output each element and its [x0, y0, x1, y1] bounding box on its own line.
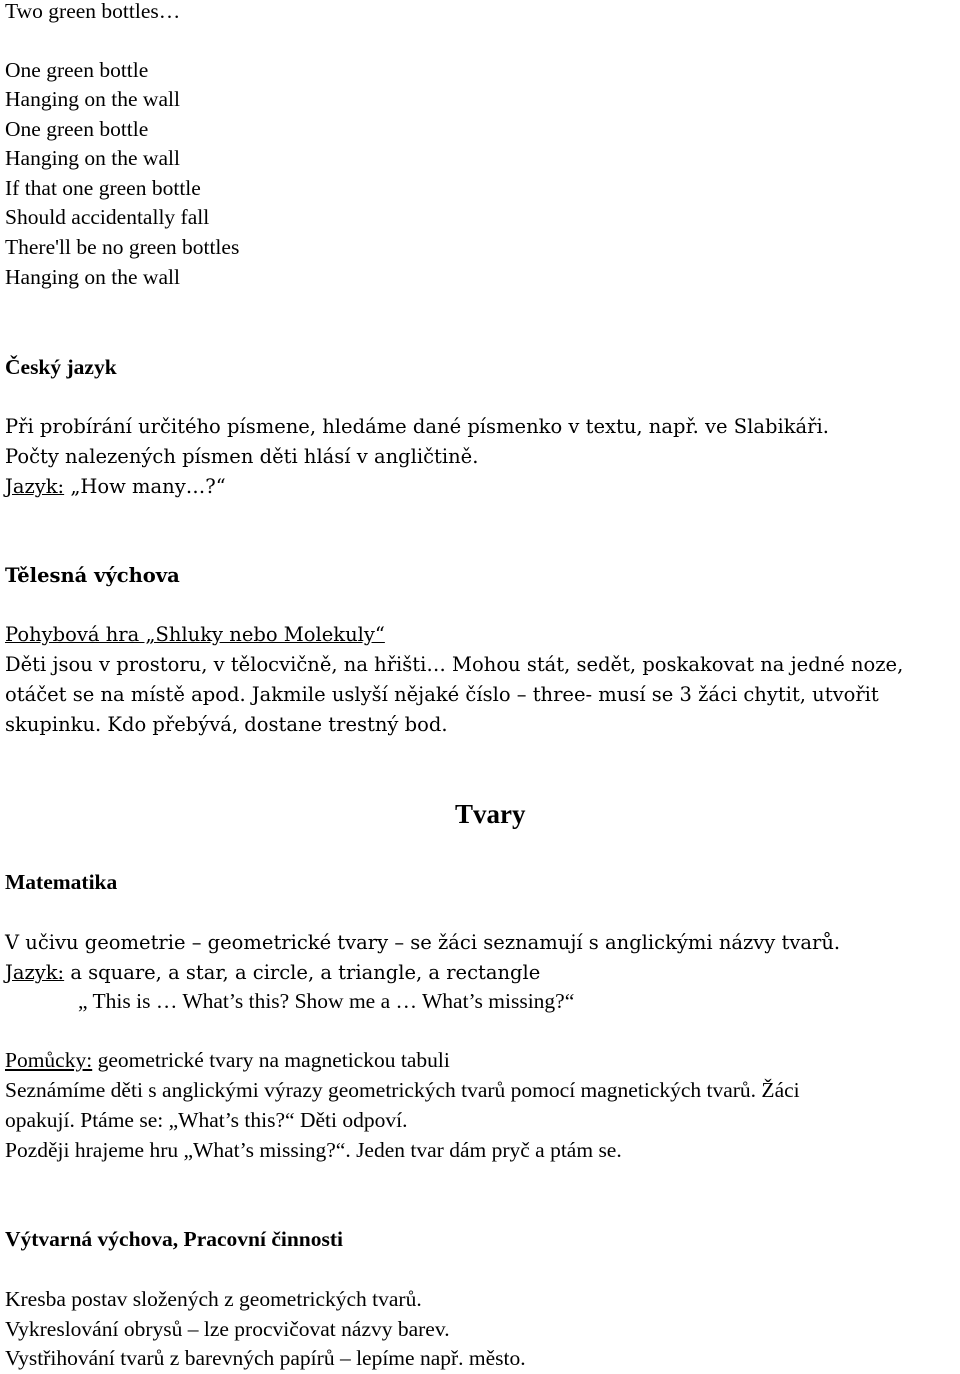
song-line: There'll be no green bottles: [5, 235, 240, 259]
song-line: One green bottle: [5, 58, 149, 82]
paragraph-line: V učivu geometrie – geometrické tvary – se žáci seznamují s anglickými názvy tvarů.: [5, 931, 841, 954]
song-line: One green bottle: [5, 117, 149, 141]
page-title-tvary: Tvary: [455, 799, 526, 829]
paragraph-line: otáčet se na místě apod. Jakmile uslyší nějaké číslo – three- musí se 3 žáci chytit, utvořit: [5, 683, 879, 706]
jazyk-line: [5, 472, 226, 502]
song-title: Two green bottles…: [5, 0, 181, 23]
song-line: Hanging on the wall: [5, 265, 180, 289]
paragraph-line: Počty nalezených písmen děti hlásí v angličtině.: [5, 445, 479, 468]
song-line: If that one green bottle: [5, 176, 201, 200]
phrases-line: „ This is … What’s this? Show me a … What’s missing?“: [78, 989, 575, 1013]
paragraph-line: Vystřihování tvarů z barevných papírů – lepíme např. město.: [5, 1346, 526, 1370]
jazyk-line: [5, 958, 540, 988]
section-heading-cesky-jazyk: Český jazyk: [5, 355, 117, 379]
section-heading-matematika: Matematika: [5, 870, 118, 894]
song-line: Hanging on the wall: [5, 87, 180, 111]
paragraph-line: skupinku. Kdo přebývá, dostane trestný bod.: [5, 713, 448, 736]
paragraph-line: Při probírání určitého písmene, hledáme dané písmenko v textu, např. ve Slabikáři.: [5, 415, 829, 438]
song-line: Should accidentally fall: [5, 205, 210, 229]
paragraph-line: Vykreslování obrysů – lze procvičovat názvy barev.: [5, 1317, 450, 1341]
jazyk-text: a square, a star, a circle, a triangle, a rectangle: [64, 961, 541, 984]
paragraph-line: opakují. Ptáme se: „What’s this?“ Děti odpoví.: [5, 1108, 408, 1132]
section-heading-telesna-vychova: Tělesná výchova: [5, 564, 180, 587]
paragraph-line: Kresba postav složených z geometrických tvarů.: [5, 1287, 422, 1311]
jazyk-text: „How many…?“: [64, 475, 226, 498]
pomucky-text: geometrické tvary na magnetickou tabuli: [92, 1048, 450, 1072]
paragraph-line: Seznámíme děti s anglickými výrazy geometrických tvarů pomocí magnetických tvarů. Žáci: [5, 1078, 800, 1102]
game-label: Pohybová hra „Shluky nebo Molekuly“: [5, 623, 385, 646]
pomucky-label: Pomůcky:: [5, 1048, 93, 1072]
song-line: Hanging on the wall: [5, 146, 180, 170]
section-heading-vytvarna-vychova: Výtvarná výchova, Pracovní činnosti: [5, 1227, 344, 1251]
jazyk-label: Jazyk:: [5, 961, 65, 984]
jazyk-label: Jazyk:: [5, 475, 65, 498]
paragraph-line: Později hrajeme hru „What’s missing?“. Jeden tvar dám pryč a ptám se.: [5, 1138, 622, 1162]
pomucky-line: [5, 1046, 450, 1076]
paragraph-line: Děti jsou v prostoru, v tělocvičně, na hřišti… Mohou stát, sedět, poskakovat na jedné noze,: [5, 653, 904, 676]
